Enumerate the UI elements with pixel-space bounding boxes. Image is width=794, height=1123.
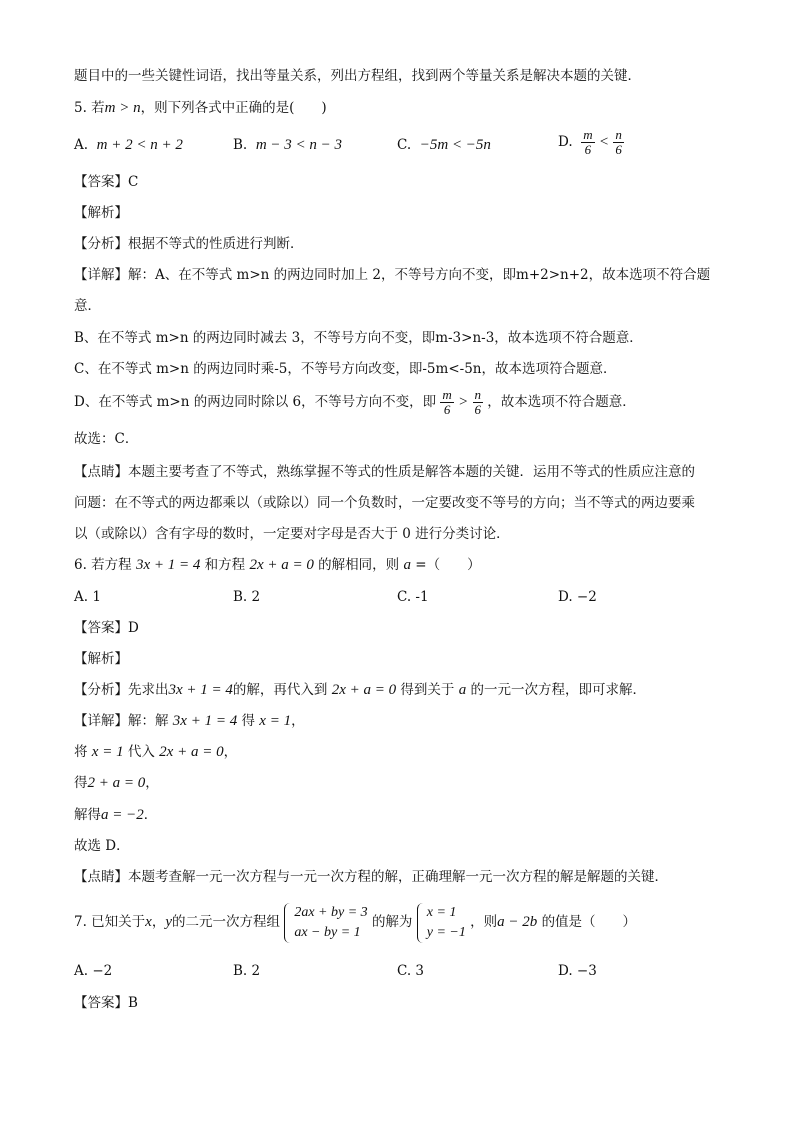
comment-text: 【点睛】本题主要考查了不等式，熟练掌握不等式的性质是解答本题的关键．运用不等式的性质应注意的: [74, 464, 695, 480]
option-d: D. $\frac{m}{6}$ < $\frac{n}{6}$: [558, 127, 622, 157]
option-b: B. 2: [233, 963, 261, 979]
answer-label: 【答案】D: [74, 620, 139, 636]
analysis-text: 【分析】根据不等式的性质进行判断．: [74, 236, 304, 252]
option-c: C. 3: [397, 963, 425, 979]
detail-text: 解得a = −2．: [74, 807, 158, 823]
solution-system: x = 1 y = −1: [417, 903, 466, 943]
option-b: B. m − 3 < n − 3: [233, 137, 343, 153]
fraction: $\frac{m}{6}$: [583, 127, 593, 157]
detail-text: 【详解】解：解 3x + 1 = 4 得 x = 1，: [74, 713, 305, 729]
detail-text: 【详解】解：A、在不等式 m>n 的两边同时加上 2，不等号方向不变，即m+2>n+2，故本选项不符合题: [74, 267, 711, 283]
option-a: A. −2: [74, 963, 113, 979]
fraction: $\frac{m}{6}$: [442, 387, 452, 417]
detail-text: B、在不等式 m>n 的两边同时减去 3，不等号方向不变，即m-3>n-3，故本选项不符合题意．: [74, 330, 643, 346]
option-b: B. 2: [233, 589, 261, 605]
fraction: $\frac{n}{6}$: [615, 127, 622, 157]
analysis-label: 【解析】: [74, 205, 128, 221]
question-5-stem: 5. 若m > n，则下列各式中正确的是( ): [74, 100, 327, 116]
detail-text: 得2 + a = 0，: [74, 775, 159, 791]
comment-text: 问题：在不等式的两边都乘以（或除以）同一个负数时，一定要改变不等号的方向；当不等式的两边要乘: [74, 495, 695, 511]
detail-text: D、在不等式 m>n 的两边同时除以 6，不等号方向不变，即 $\frac{m}{6}$ > $\frac{n}{6}$ ，故本选项不符合题意．: [74, 387, 636, 417]
answer-label: 【答案】C: [74, 174, 139, 190]
detail-text: 意．: [74, 298, 101, 314]
option-a: A. 1: [74, 589, 101, 605]
option-d: D. −3: [558, 963, 597, 979]
option-c: C. −5m < −5n: [397, 137, 491, 153]
option-d: D. −2: [558, 589, 597, 605]
option-c: C. -1: [397, 589, 429, 605]
detail-text: C、在不等式 m>n 的两边同时乘-5，不等号方向改变，即-5m<-5n，故本选项符合题意．: [74, 361, 617, 377]
detail-text: 将 x = 1 代入 2x + a = 0，: [74, 744, 238, 760]
text-line: 题目中的一些关键性词语，找出等量关系，列出方程组，找到两个等量关系是解决本题的关键．: [74, 68, 641, 84]
option-a: A. m + 2 < n + 2: [74, 137, 183, 153]
analysis-text: 【分析】先求出3x + 1 = 4的解，再代入到 2x + a = 0 得到关于 a 的一元一次方程，即可求解．: [74, 682, 646, 698]
equation-system: 2ax + by = 3 ax − by = 1: [284, 903, 367, 943]
comment-text: 以（或除以）含有字母的数时，一定要对字母是否大于 0 进行分类讨论．: [74, 526, 510, 542]
fraction: $\frac{n}{6}$: [474, 387, 481, 417]
question-6-stem: 6. 若方程 3x + 1 = 4 和方程 2x + a = 0 的解相同，则 a =（ ）: [74, 557, 481, 573]
comment-text: 【点睛】本题考查解一元一次方程与一元一次方程的解，正确理解一元一次方程的解是解题的关键．: [74, 869, 668, 885]
answer-label: 【答案】B: [74, 995, 138, 1011]
choice-text: 故选：C．: [74, 431, 139, 447]
question-7-stem: 7. 已知关于x，y的二元一次方程组 2ax + by = 3 ax − by = 1 的解为 x = 1 y = −1 ，则a − 2b 的值是（ ）: [74, 902, 636, 943]
analysis-label: 【解析】: [74, 651, 128, 667]
choice-text: 故选 D．: [74, 838, 130, 854]
